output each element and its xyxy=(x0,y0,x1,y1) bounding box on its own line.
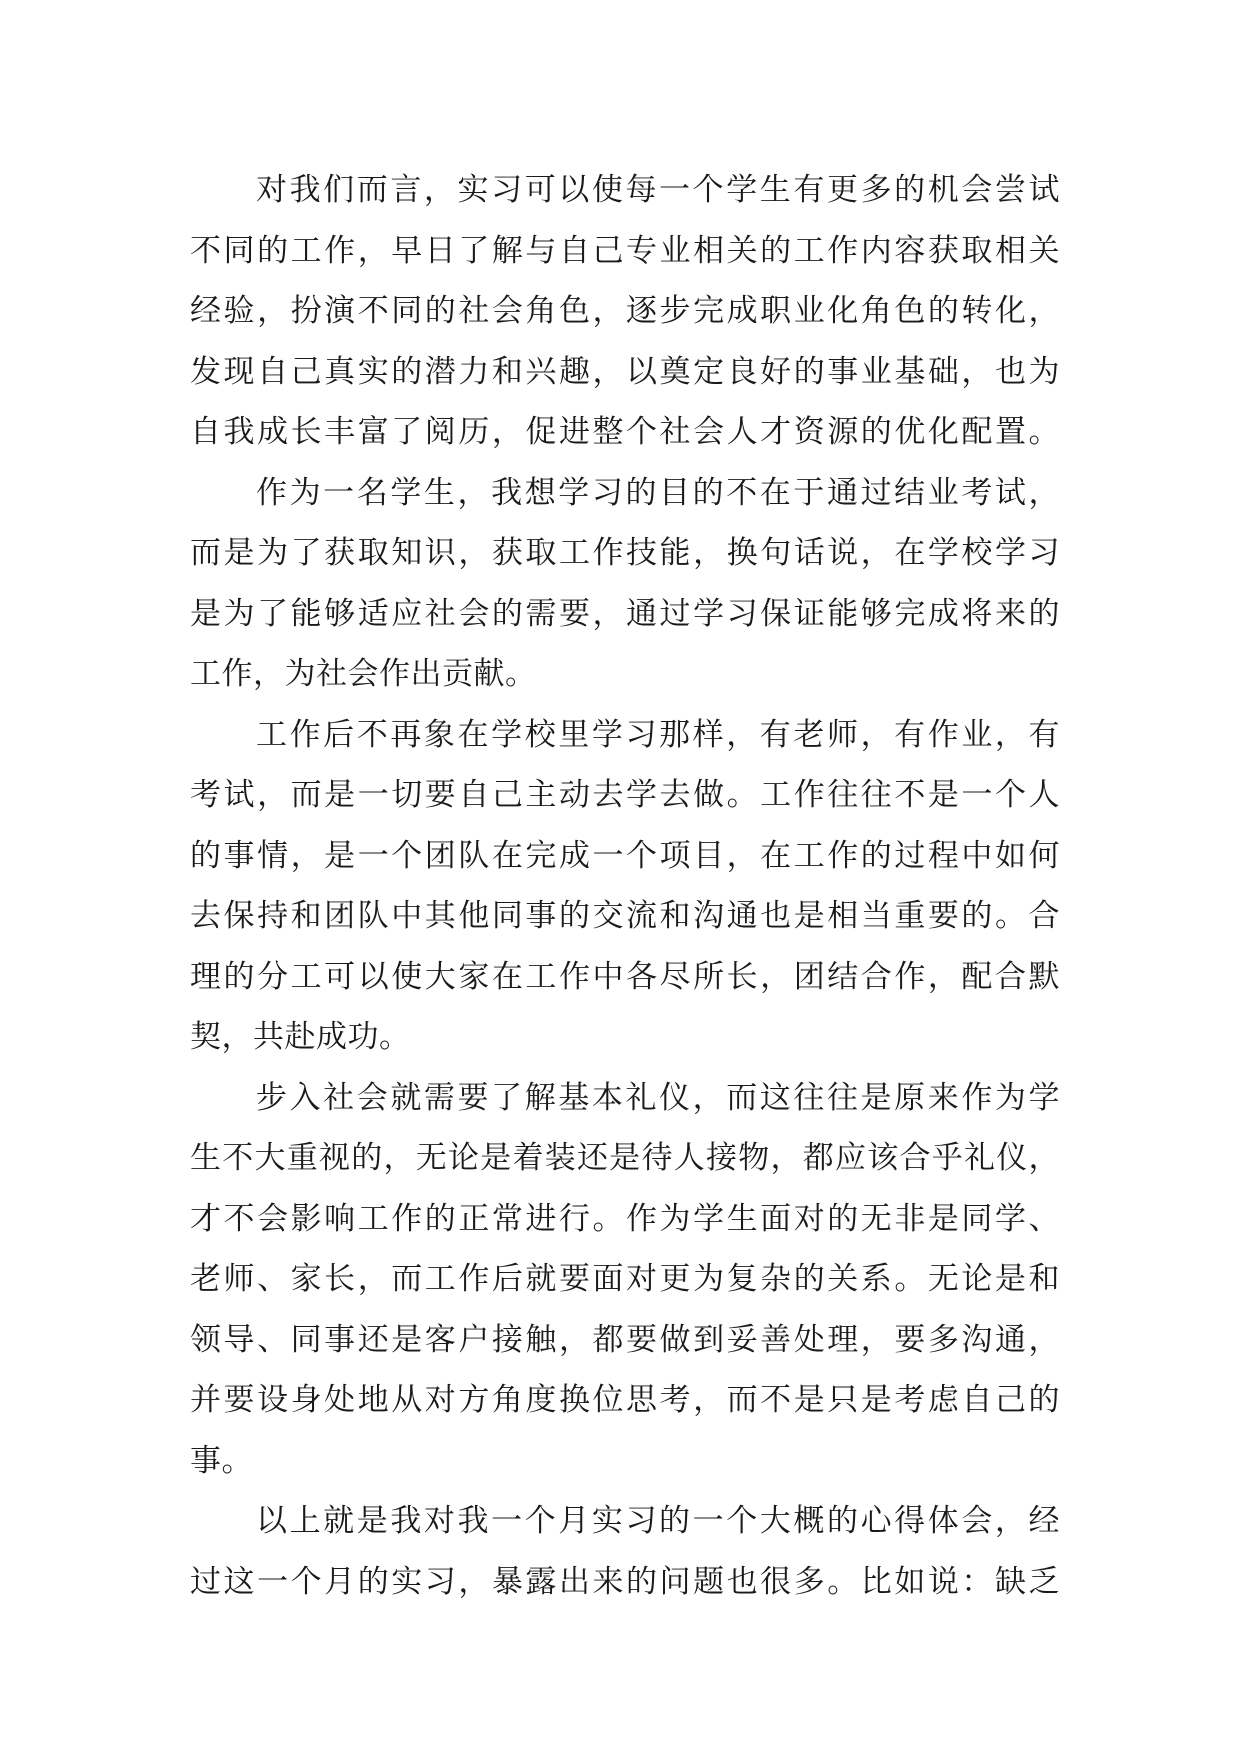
paragraph xyxy=(190,1068,1060,1492)
text-line: 老师、家长，而工作后就要面对更为复杂的关系。无论是和 xyxy=(190,1261,1060,1297)
text-line: 而是为了获取知识，获取工作技能，换句话说，在学校学习 xyxy=(190,535,1060,571)
text-line: 领导、同事还是客户接触，都要做到妥善处理，要多沟通， xyxy=(190,1321,1060,1358)
text-line: 的事情，是一个团队在完成一个项目，在工作的过程中如何 xyxy=(190,837,1060,874)
text-line: 工作，为社会作出贡献。 xyxy=(190,656,537,692)
paragraph xyxy=(190,160,1060,463)
text-line: 作为一名学生，我想学习的目的不在于通过结业考试， xyxy=(256,474,1060,511)
text-line: 工作后不再象在学校里学习那样，有老师，有作业，有 xyxy=(256,716,1060,753)
text-line: 理的分工可以使大家在工作中各尽所长，团结合作，配合默 xyxy=(190,958,1060,995)
text-line: 经验，扮演不同的社会角色，逐步完成职业化角色的转化， xyxy=(190,293,1060,329)
text-line: 契，共赴成功。 xyxy=(190,1019,411,1055)
text-line: 自我成长丰富了阅历，促进整个社会人才资源的优化配置。 xyxy=(190,414,1060,450)
paragraph xyxy=(190,463,1060,705)
text-line: 以上就是我对我一个月实习的一个大概的心得体会，经 xyxy=(256,1503,1060,1539)
text-line: 并要设身处地从对方角度换位思考，而不是只是考虑自己的 xyxy=(190,1382,1060,1418)
text-line: 去保持和团队中其他同事的交流和沟通也是相当重要的。合 xyxy=(190,898,1060,934)
text-line: 事。 xyxy=(190,1442,253,1479)
text-line: 是为了能够适应社会的需要，通过学习保证能够完成将来的 xyxy=(190,595,1060,632)
text-line: 生不大重视的，无论是着装还是待人接物，都应该合乎礼仪， xyxy=(190,1140,1060,1176)
text-line: 过这一个月的实习，暴露出来的问题也很多。比如说：缺乏 xyxy=(190,1563,1060,1600)
text-line: 不同的工作，早日了解与自己专业相关的工作内容获取相关 xyxy=(190,232,1060,269)
paragraph xyxy=(190,705,1060,1068)
text-line: 考试，而是一切要自己主动去学去做。工作往往不是一个人 xyxy=(190,777,1060,813)
text-line: 才不会影响工作的正常进行。作为学生面对的无非是同学、 xyxy=(190,1200,1060,1237)
paragraph xyxy=(190,1491,1060,1612)
text-line: 对我们而言，实习可以使每一个学生有更多的机会尝试 xyxy=(256,172,1060,208)
text-line: 发现自己真实的潜力和兴趣，以奠定良好的事业基础，也为 xyxy=(190,353,1060,390)
document-body xyxy=(190,160,1060,1612)
text-line: 步入社会就需要了解基本礼仪，而这往往是原来作为学 xyxy=(256,1079,1060,1116)
